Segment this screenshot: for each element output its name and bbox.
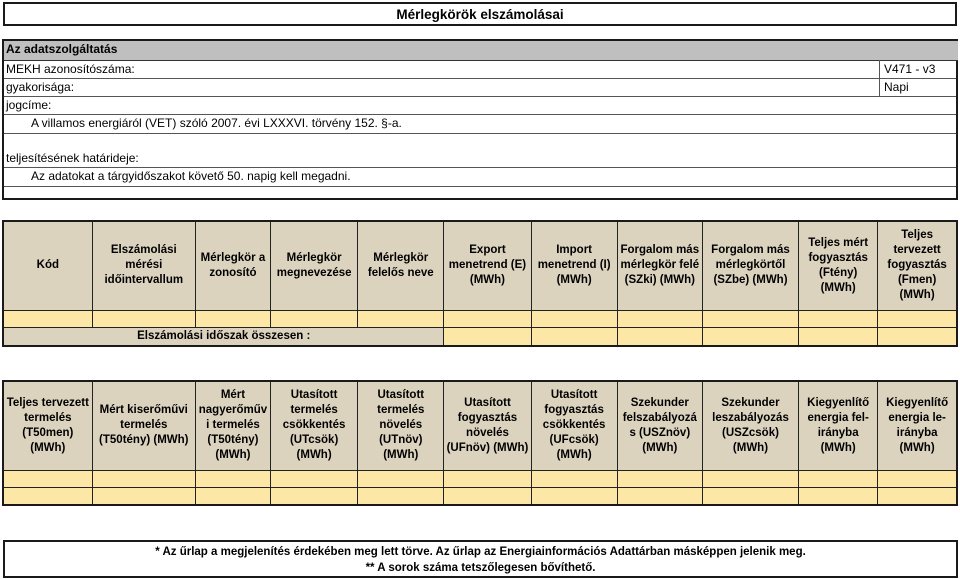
footnote: [3, 540, 958, 578]
col-interval: Elszámolási mérési időintervallum: [92, 221, 195, 310]
data-cell[interactable]: [444, 310, 531, 327]
balance-table-1: [2, 220, 958, 347]
data-cell[interactable]: [878, 470, 957, 487]
frequency-value: Napi: [884, 80, 909, 94]
col-large-plant: Mért nagyerőműv i termelés (T50tény) (MWh): [195, 381, 270, 470]
col-usznov: Szekunder felszabályozá s (USZnöv) (MWh): [617, 381, 702, 470]
col-balance-up: Kiegyenlítő energia fel-irányba (MWh): [799, 381, 878, 470]
data-cell[interactable]: [878, 487, 957, 505]
summary-cell[interactable]: [702, 327, 798, 346]
col-utcsok: Utasított termelés csökkentés (UTcsök) (MWh): [271, 381, 358, 470]
data-cell[interactable]: [531, 470, 617, 487]
col-balance-id: Mérlegkör a zonosító: [195, 221, 270, 310]
info-section: [2, 39, 958, 200]
data-cell[interactable]: [444, 487, 531, 505]
col-export: Export menetrend (E) (MWh): [444, 221, 531, 310]
deadline-label: teljesítésének határideje:: [6, 151, 139, 165]
data-cell[interactable]: [531, 487, 617, 505]
table-row[interactable]: [3, 310, 957, 327]
data-cell[interactable]: [195, 470, 270, 487]
balance-table-2: [2, 380, 958, 506]
mekh-id-label: MEKH azonosítószáma:: [6, 62, 135, 76]
col-ufcsok: Utasított fogyasztás csökkentés (UFcsök) (MWh): [531, 381, 617, 470]
data-cell[interactable]: [617, 487, 702, 505]
legal-basis-value: A villamos energiáról (VET) szóló 2007. évi LXXXVI. törvény 152. §-a.: [31, 116, 402, 130]
data-cell[interactable]: [195, 487, 270, 505]
summary-cell[interactable]: [531, 327, 617, 346]
data-cell[interactable]: [92, 470, 195, 487]
data-cell[interactable]: [3, 310, 92, 327]
table-row[interactable]: [3, 470, 957, 487]
info-header: Az adatszolgáltatás: [4, 41, 958, 61]
col-szbe: Forgalom más mérlegkörtől (SZbe) (MWh): [702, 221, 798, 310]
summary-cell[interactable]: [617, 327, 702, 346]
col-t50men: Teljes tervezett termelés (T50men) (MWh): [3, 381, 92, 470]
data-cell[interactable]: [92, 310, 195, 327]
data-cell[interactable]: [92, 487, 195, 505]
data-cell[interactable]: [799, 487, 878, 505]
col-balance-down: Kiegyenlítő energia le-irányba (MWh): [878, 381, 957, 470]
col-fmen: Teljes tervezett fogyasztás (Fmen) (MWh): [878, 221, 957, 310]
data-cell[interactable]: [271, 470, 358, 487]
frequency-label: gyakorisága:: [6, 80, 75, 94]
col-szki: Forgalom más mérlegkör felé (SZki) (MWh): [617, 221, 702, 310]
footnote-line-2: ** A sorok száma tetszőlegesen bővíthető.: [365, 562, 596, 574]
data-cell[interactable]: [531, 310, 617, 327]
col-uszcsok: Szekunder leszabályozás (USZcsök) (MWh): [702, 381, 798, 470]
data-cell[interactable]: [3, 487, 92, 505]
col-balance-name: Mérlegkör megnevezése: [271, 221, 358, 310]
summary-row: [3, 327, 957, 346]
data-cell[interactable]: [271, 487, 358, 505]
data-cell[interactable]: [799, 470, 878, 487]
summary-label: Elszámolási időszak összesen :: [3, 327, 444, 346]
deadline-value: Az adatokat a tárgyidőszakot követő 50. napig kell megadni.: [31, 169, 351, 183]
col-ftent: Teljes mért fogyasztás (Ftény) (MWh): [799, 221, 878, 310]
mekh-id-value: V471 - v3: [884, 62, 936, 76]
data-cell[interactable]: [702, 310, 798, 327]
data-cell[interactable]: [3, 470, 92, 487]
col-code: Kód: [3, 221, 92, 310]
data-cell[interactable]: [617, 310, 702, 327]
col-utnov: Utasított termelés növelés (UTnöv) (MWh): [358, 381, 444, 470]
data-cell[interactable]: [358, 310, 444, 327]
data-cell[interactable]: [358, 487, 444, 505]
footnote-line-1: * Az űrlap a megjelenítés érdekében meg lett törve. Az űrlap az Energiainformációs Adattárban másképpen jelenik meg.: [155, 546, 806, 558]
col-import: Import menetrend (I) (MWh): [531, 221, 617, 310]
col-ufnov: Utasított fogyasztás növelés (UFnöv) (MWh): [444, 381, 531, 470]
col-small-plant: Mért kiserőművi termelés (T50tény) (MWh): [92, 381, 195, 470]
table-row[interactable]: [3, 487, 957, 505]
summary-cell[interactable]: [799, 327, 878, 346]
legal-basis-label: jogcíme:: [6, 98, 52, 112]
data-cell[interactable]: [195, 310, 270, 327]
summary-cell[interactable]: [878, 327, 957, 346]
summary-cell[interactable]: [444, 327, 531, 346]
page-title: Mérlegkörök elszámolásai: [3, 2, 957, 26]
col-responsible: Mérlegkör felelős neve: [358, 221, 444, 310]
data-cell[interactable]: [702, 487, 798, 505]
data-cell[interactable]: [358, 470, 444, 487]
data-cell[interactable]: [271, 310, 358, 327]
data-cell[interactable]: [617, 470, 702, 487]
data-cell[interactable]: [878, 310, 957, 327]
data-cell[interactable]: [799, 310, 878, 327]
data-cell[interactable]: [444, 470, 531, 487]
data-cell[interactable]: [702, 470, 798, 487]
